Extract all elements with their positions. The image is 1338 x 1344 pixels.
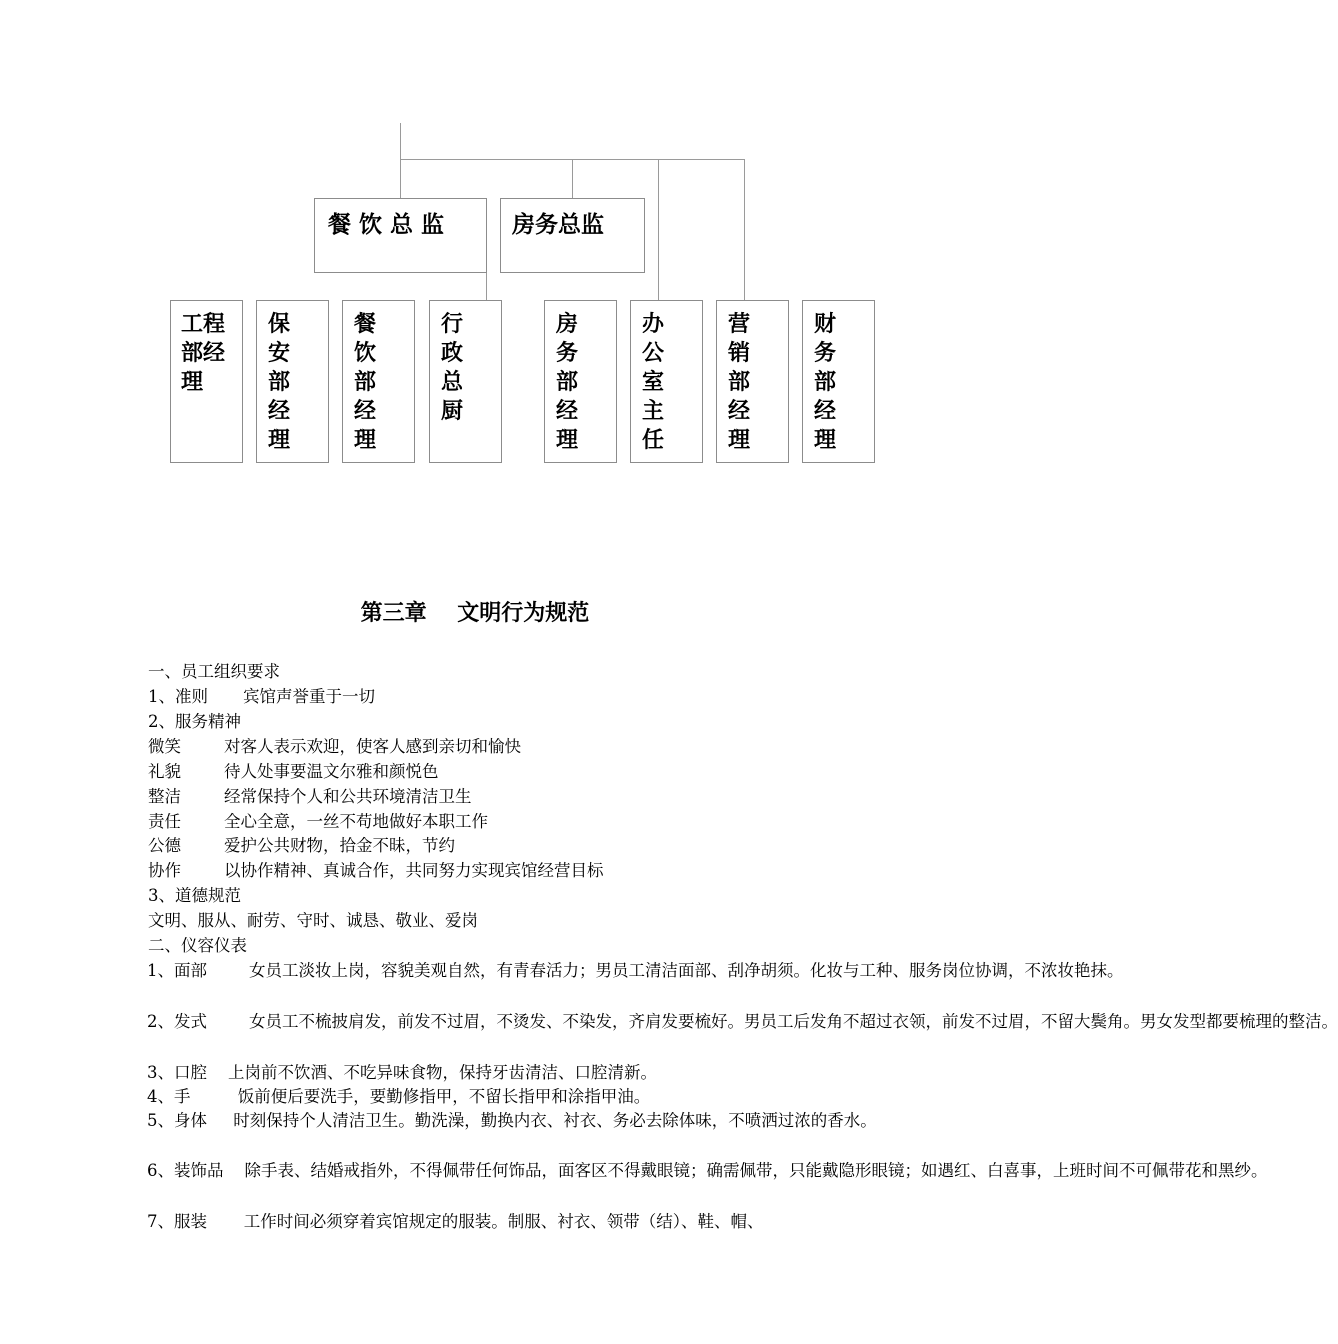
appearance-text: 女员工不梳披肩发，前发不过眉，不烫发、不染发，齐肩发要梳好。男员工后发角不超过衣领，前发不过眉，不留大鬓角。男女发型都要梳理的整洁。 [248, 1012, 1338, 1031]
appearance-item-hair [115, 1009, 1338, 1035]
manager-label-engineering: 工程部经理 [181, 312, 226, 395]
appearance-item-clothing [115, 1209, 883, 1235]
section-heading-appearance: 二、仪容仪表 [148, 936, 247, 955]
appearance-text: 饭前便后要洗手，要勤修指甲，不留长指甲和涂指甲油。 [237, 1087, 651, 1106]
spirit-term: 礼貌 [148, 762, 181, 781]
manager-label-rooms: 房务部经理 [556, 312, 579, 453]
manager-label-marketing: 营销部经理 [728, 312, 751, 453]
appearance-item-body [115, 1108, 883, 1134]
director-label-food-beverage: 餐 饮 总 监 [328, 212, 445, 238]
appearance-text: 上岗前不饮酒、不吃异味食物，保持牙齿清洁、口腔清新。 [227, 1063, 657, 1082]
chapter-title: 第三章 文明行为规范 [360, 601, 590, 626]
appearance-item-hands [115, 1084, 883, 1110]
appearance-label: 5、身体 [147, 1111, 207, 1130]
principle-label: 1、准则 [148, 687, 208, 706]
appearance-item-face [115, 958, 1124, 984]
principle-text: 宾馆声誉重于一切 [243, 687, 375, 706]
ethics-heading: 3、道德规范 [148, 886, 241, 905]
spirit-text: 经常保持个人和公共环境清洁卫生 [224, 787, 472, 806]
connector-line [400, 123, 401, 199]
appearance-text: 除手表、结婚戒指外，不得佩带任何饰品，面客区不得戴眼镜；确需佩带，只能戴隐形眼镜；如遇红、白喜事，上班时间不可佩带花和黑纱。 [244, 1161, 1268, 1180]
manager-label-office: 办公室主任 [642, 312, 665, 453]
manager-label-executive-chef: 行政总厨 [441, 312, 464, 424]
section-heading-staff-requirements: 一、员工组织要求 [148, 662, 280, 681]
appearance-text: 女员工淡妆上岗，容貌美观自然，有青春活力；男员工清洁面部、刮净胡须。化妆与工种、服务岗位协调，不浓妆艳抹。 [248, 961, 1124, 980]
ethics-text: 文明、服从、耐劳、守时、诚恳、敬业、爱岗 [148, 911, 478, 930]
connector-line [658, 159, 659, 301]
spirit-text: 对客人表示欢迎，使客人感到亲切和愉快 [224, 737, 521, 756]
appearance-label: 1、面部 [147, 961, 207, 980]
appearance-label: 3、口腔 [147, 1063, 207, 1082]
connector-line [486, 272, 487, 301]
appearance-item-accessories [115, 1158, 1268, 1184]
spirit-term: 协作 [148, 861, 181, 880]
connector-line [744, 159, 745, 301]
spirit-text: 以协作精神、真诚合作，共同努力实现宾馆经营目标 [224, 861, 604, 880]
appearance-label: 2、发式 [147, 1012, 207, 1031]
appearance-label: 6、装饰品 [147, 1161, 224, 1180]
spirit-term: 公德 [148, 836, 181, 855]
spirit-term: 微笑 [148, 737, 181, 756]
spirit-text: 全心全意，一丝不苟地做好本职工作 [224, 812, 488, 831]
appearance-item-mouth [115, 1060, 883, 1086]
manager-label-security: 保安部经理 [268, 312, 291, 453]
spirit-text: 待人处事要温文尔雅和颜悦色 [224, 762, 439, 781]
spirit-term: 责任 [148, 812, 181, 831]
manager-label-catering: 餐饮部经理 [354, 312, 377, 453]
manager-label-finance: 财务部经理 [814, 312, 837, 453]
spirit-text: 爱护公共财物，拾金不昧，节约 [224, 836, 455, 855]
appearance-text: 工作时间必须穿着宾馆规定的服装。制服、衬衣、领带（结）、鞋、帽、 [243, 1212, 764, 1231]
service-spirit-heading: 2、服务精神 [148, 712, 241, 731]
director-label-rooms: 房务总监 [512, 212, 604, 238]
appearance-label: 4、手 [147, 1087, 191, 1106]
spirit-term: 整洁 [148, 787, 181, 806]
connector-line [572, 159, 573, 199]
appearance-text: 时刻保持个人清洁卫生。勤洗澡，勤换内衣、衬衣、务必去除体味，不喷洒过浓的香水。 [233, 1111, 877, 1130]
appearance-label: 7、服装 [147, 1212, 207, 1231]
